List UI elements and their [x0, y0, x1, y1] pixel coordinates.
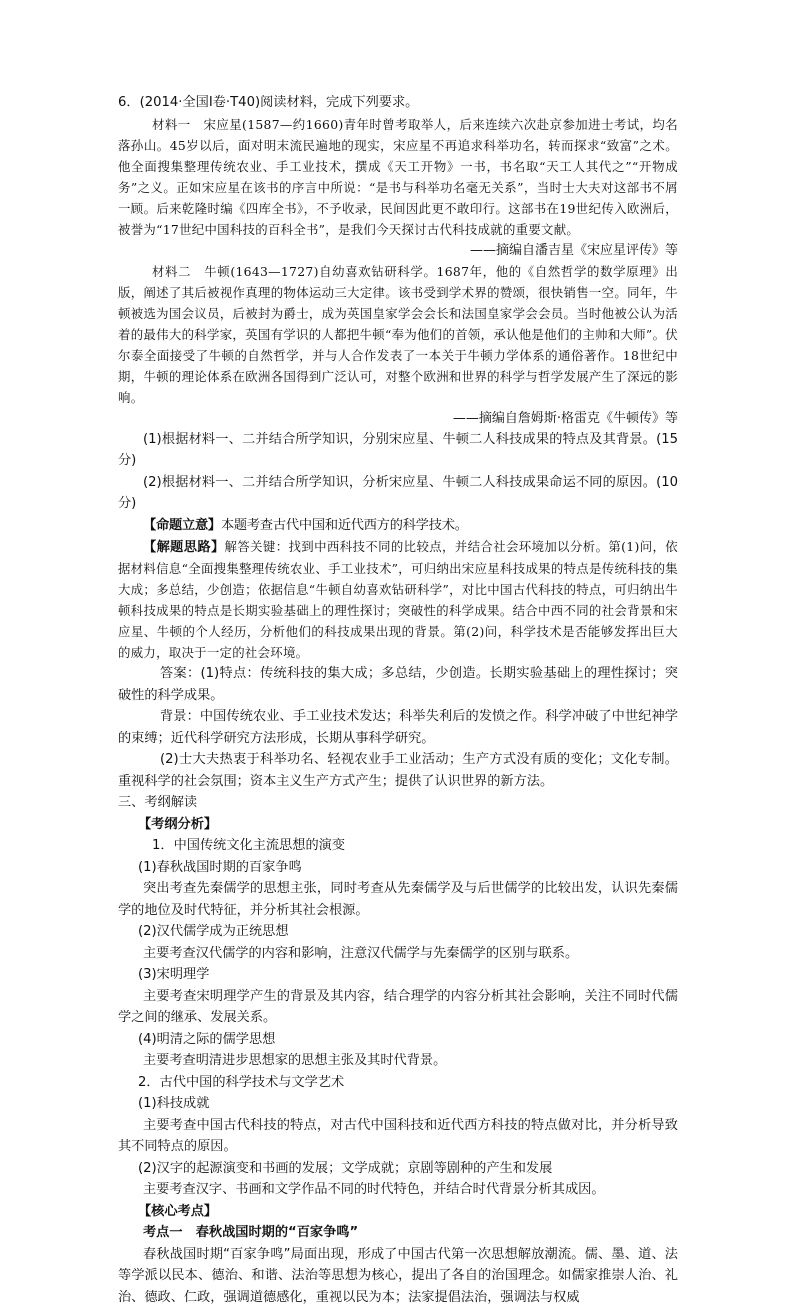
idea-paragraph [118, 536, 678, 663]
topic-2-2-text: 主要考查汉字、书画和文学作品不同的时代特色，并结合时代背景分析其成因。 [118, 1179, 678, 1201]
topic-1-1-text: 突出考查先秦儒学的思想主张，同时考查从先秦儒学及与后世儒学的比较出发，认识先秦儒学的地位及时代特征，并分析其社会根源。 [118, 878, 678, 921]
topic-2-1-title: (1)科技成就 [118, 1093, 678, 1115]
material-two [118, 261, 678, 408]
topic-1-1-title: (1)春秋战国时期的百家争鸣 [118, 857, 678, 879]
requirement-two: (2)根据材料一、二并结合所学知识，分析宋应星、牛顿二人科技成果命运不同的原因。(10分) [118, 472, 678, 515]
material-one-source: ——摘编自潘吉星《宋应星评传》等 [118, 240, 678, 261]
answer-background: 背景：中国传统农业、手工业技术发达；科举失利后的发愤之作。科学冲破了中世纪神学的束缚；近代科学研究方法形成，长期从事科学研究。 [118, 706, 678, 749]
topic-1-3-title: (3)宋明理学 [118, 964, 678, 986]
requirement-one: (1)根据材料一、二并结合所学知识，分别宋应星、牛顿二人科技成果的特点及其背景。(15分) [118, 429, 678, 472]
syllabus-analysis-label: 【考纲分析】 [118, 814, 678, 836]
material-two-label: 材料二 [152, 264, 191, 279]
answer-two: (2)士大夫热衷于科举功名、轻视农业手工业活动；生产方式没有质的变化；文化专制。重视科学的社会氛围；资本主义生产方式产生；提供了认识世界的新方法。 [118, 749, 678, 792]
core-points-label: 【核心考点】 [118, 1201, 678, 1223]
idea-label: 【解题思路】 [143, 540, 225, 555]
topic-1-4-text: 主要考查明清进步思想家的思想主张及其时代背景。 [118, 1050, 678, 1072]
topic-one: 1．中国传统文化主流思想的演变 [118, 835, 678, 857]
idea-text: 解答关键：找到中西科技不同的比较点，并结合社会环境加以分析。第(1)问，依据材料信息“全面搜集整理传统农业、手工业技术”，可归纳出宋应星科技成果的特点是传统科技的集大成；多总结，少创造；依据信息“牛顿自幼喜欢钻研科学”，对比中国古代科技的特点，可归纳出牛顿科技成果的特点是长期实验基础上的理性探讨；突破性的科学成果。结合中西不同的社会背景和宋应星、牛顿的个人经历，分析他们的科技成果出现的背景。第(2)问，科学技术是否能够发挥出巨大的威力，取决于一定的社会环境。 [118, 539, 678, 660]
topic-2-1-text: 主要考查中国古代科技的特点，对古代中国科技和近代西方科技的特点做对比，并分析导致其不同特点的原因。 [118, 1115, 678, 1158]
material-one-label: 材料一 [152, 117, 191, 132]
topic-1-3-text: 主要考查宋明理学产生的背景及其内容，结合理学的内容分析其社会影响，关注不同时代儒学之间的继承、发展关系。 [118, 986, 678, 1029]
intent-paragraph [118, 515, 678, 537]
material-one [118, 114, 678, 240]
topic-2-2-title: (2)汉字的起源演变和书画的发展；文学成就；京剧等剧种的产生和发展 [118, 1158, 678, 1180]
point-one-title: 考点一 春秋战国时期的“百家争鸣” [118, 1222, 678, 1244]
material-two-source: ——摘编自詹姆斯·格雷克《牛顿传》等 [118, 408, 678, 429]
material-one-text: 宋应星(1587—约1660)青年时曾考取举人，后来连续六次赴京参加进士考试，均名落孙山。45岁以后，面对明末流民遍地的现实，宋应星不再追求科举功名，转而探求“致富”之术。他全面搜集整理传统农业、手工业技术，撰成《天工开物》一书，书名取“天工人其代之”“开物成务”之义。正如宋应星在该书的序言中所说：“是书与科举功名毫无关系”，当时士大夫对这部书不屑一顾。后来乾隆时编《四库全书》，不予收录，民间因此更不敢印行。这部书在19世纪传入欧洲后，被誉为“17世纪中国科技的百科全书”，是我们今天探讨古代科技成就的重要文献。 [118, 117, 678, 237]
section-three-title: 三、考纲解读 [118, 792, 678, 814]
topic-1-4-title: (4)明清之际的儒学思想 [118, 1029, 678, 1051]
topic-two: 2．古代中国的科学技术与文学艺术 [118, 1072, 678, 1094]
document-page [118, 92, 678, 1308]
intent-text: 本题考查古代中国和近代西方的科学技术。 [221, 518, 468, 533]
question-title: 6．(2014·全国Ⅰ卷·T40)阅读材料，完成下列要求。 [118, 92, 678, 114]
material-two-text: 牛顿(1643—1727)自幼喜欢钻研科学。1687年，他的《自然哲学的数学原理》出版，阐述了其后被视作真理的物体运动三大定律。该书受到学术界的赞颂，很快销售一空。同年，牛顿被选为国会议员，后被封为爵士，成为英国皇家学会会长和法国皇家学会会员。当时他被公认为活着的最伟大的科学家，英国有学识的人都把牛顿“奉为他们的首领，承认他是他们的主帅和大师”。伏尔泰全面接受了牛顿的自然哲学，并与人合作发表了一本关于牛顿力学体系的通俗著作。18世纪中期，牛顿的理论体系在欧洲各国得到广泛认可，对整个欧洲和世界的科学与哲学发展产生了深远的影响。 [118, 264, 678, 405]
intent-label: 【命题立意】 [143, 518, 221, 533]
topic-1-2-title: (2)汉代儒学成为正统思想 [118, 921, 678, 943]
point-one-text: 春秋战国时期“百家争鸣”局面出现，形成了中国古代第一次思想解放潮流。儒、墨、道、法等学派以民本、德治、和谐、法治等思想为核心，提出了各自的治国理念。如儒家推崇人治、礼治、德政、仁政，强调道德感化，重视以民为本；法家提倡法治，强调法与权威 [118, 1244, 678, 1308]
topic-1-2-text: 主要考查汉代儒学的内容和影响，注意汉代儒学与先秦儒学的区别与联系。 [118, 943, 678, 965]
answer-one: 答案：(1)特点：传统科技的集大成；多总结，少创造。长期实验基础上的理性探讨；突破性的科学成果。 [118, 663, 678, 706]
